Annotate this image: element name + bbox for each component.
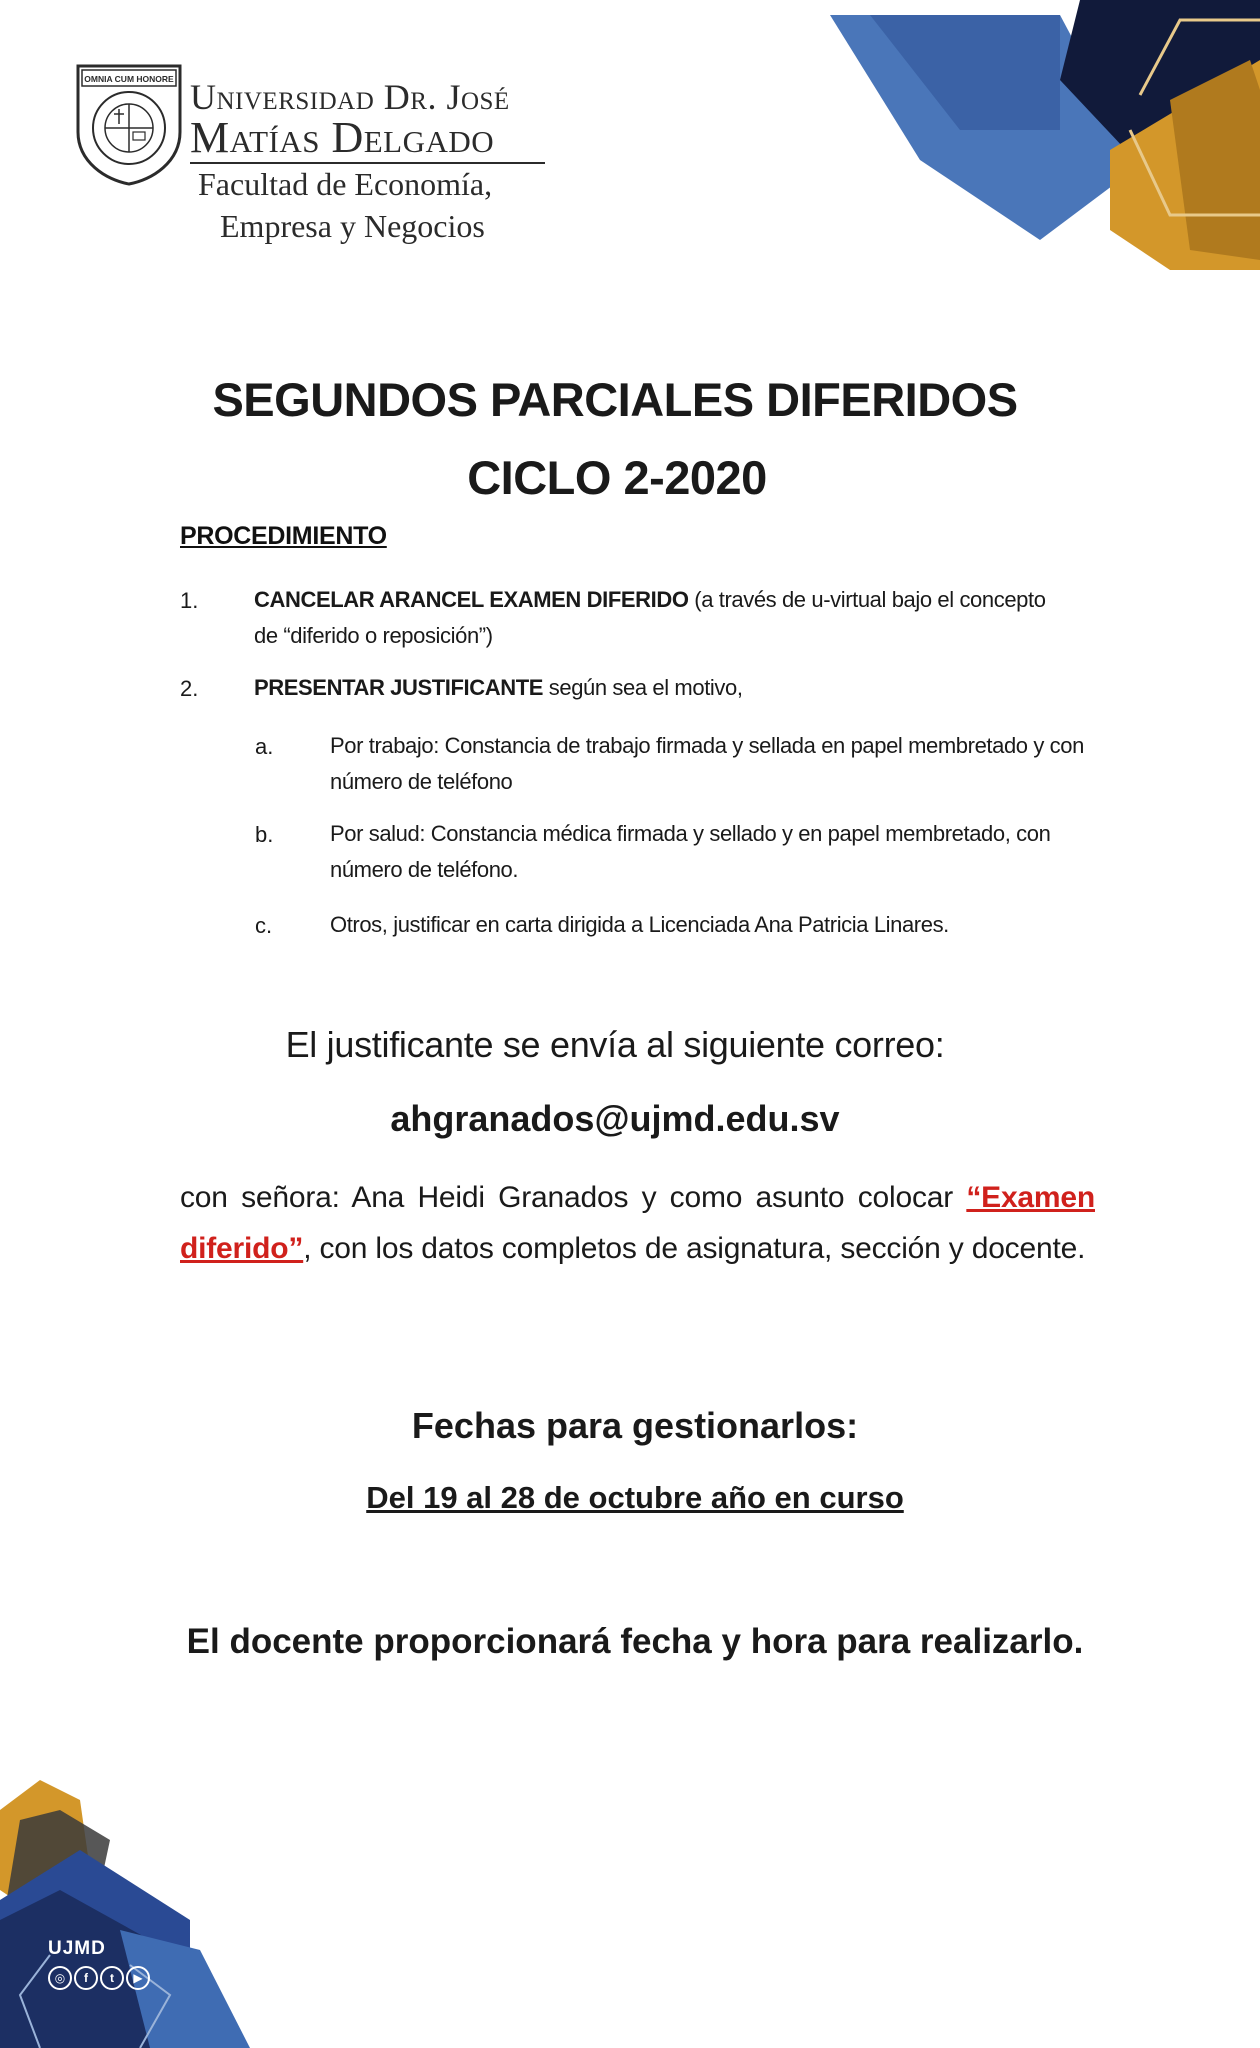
svg-text:OMNIA CUM HONORE: OMNIA CUM HONORE (84, 74, 174, 84)
sub-item-letter: c. (255, 913, 273, 938)
decorative-hexagon-graphic-top (810, 0, 1260, 270)
procedure-heading: PROCEDIMIENTO (180, 522, 387, 550)
youtube-icon[interactable]: ▶ (126, 1966, 150, 1990)
instagram-icon[interactable]: ◎ (48, 1966, 72, 1990)
decorative-hexagon-graphic-bottom (0, 1780, 260, 2048)
university-name-line2: Matías Delgado (190, 113, 495, 162)
sub-item-text: Por salud: Constancia médica firmada y sellado y en papel membretado, con número de teléfono. (330, 821, 1051, 882)
step-text (254, 670, 1074, 706)
step-bold: CANCELAR ARANCEL EXAMEN DIFERIDO (254, 587, 689, 612)
page-title-line1: SEGUNDOS PARCIALES DIFERIDOS (212, 373, 1018, 426)
dates-range-text: Del 19 al 28 de octubre año en curso (366, 1480, 904, 1515)
paragraph-text: , con los datos completos de asignatura, sección y docente. (303, 1232, 1086, 1265)
contact-email[interactable]: ahgranados@ujmd.edu.sv (390, 1098, 840, 1139)
faculty-name-line2: Empresa y Negocios (220, 208, 485, 244)
dates-range (0, 1480, 1260, 1516)
step-text (254, 582, 1074, 654)
step-number: 1. (180, 588, 199, 613)
footer-brand: UJMD (48, 1938, 106, 1959)
university-name-line1: Universidad Dr. José (190, 77, 510, 117)
step-detail: (a través de u-virtual bajo el concepto de “diferido o reposición”) (254, 587, 1046, 648)
dates-heading: Fechas para gestionarlos: (411, 1405, 859, 1446)
faculty-name-line1: Facultad de Economía, (198, 166, 493, 202)
twitter-icon[interactable]: t (100, 1966, 124, 1990)
sub-item-letter: a. (255, 734, 274, 759)
sub-item-text: Otros, justificar en carta dirigida a Licenciada Ana Patricia Linares. (330, 912, 949, 937)
step-number: 2. (180, 676, 199, 701)
paragraph-text: con señora: Ana Heidi Granados y como asunto colocar (180, 1181, 967, 1214)
sub-item-text: Por trabajo: Constancia de trabajo firmada y sellada en papel membretado y con número de teléfono (330, 733, 1084, 794)
header-divider (190, 162, 545, 164)
contact-paragraph (180, 1172, 1095, 1274)
send-instructions: El justificante se envía al siguiente correo: (285, 1024, 945, 1065)
closing-statement: El docente proporcionará fecha y hora para realizarlo. (186, 1622, 1084, 1661)
step-bold: PRESENTAR JUSTIFICANTE (254, 675, 544, 700)
sub-item-letter: b. (255, 822, 274, 847)
step-detail: según sea el motivo, (543, 675, 743, 700)
facebook-icon[interactable]: f (74, 1966, 98, 1990)
university-seal-logo (72, 62, 186, 186)
page-title-line2: CICLO 2-2020 (467, 451, 767, 504)
email-subject-highlight: “Examen diferido” (180, 1181, 1095, 1265)
